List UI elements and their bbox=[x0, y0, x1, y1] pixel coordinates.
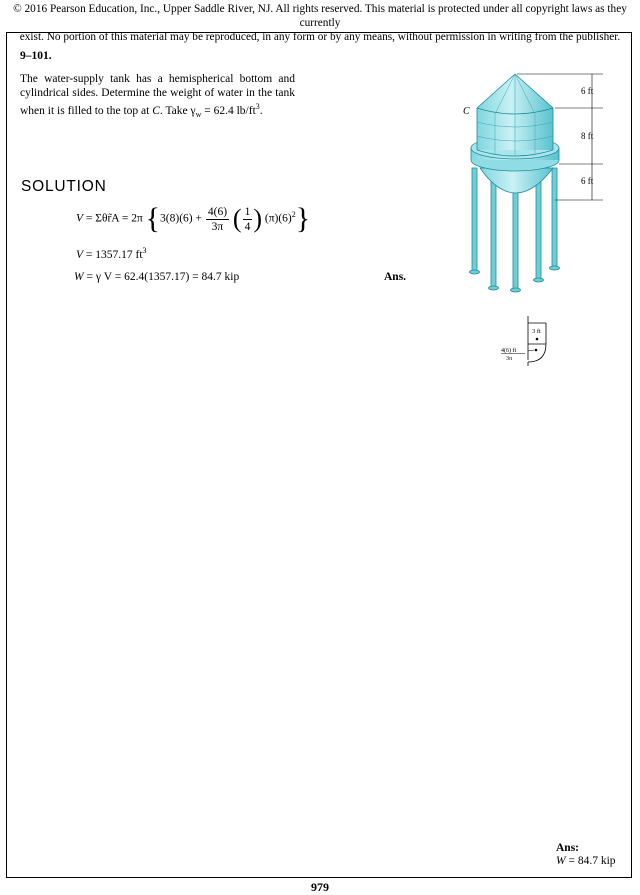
eq1-term1: 3(8)(6) + bbox=[160, 212, 205, 225]
answer-value: = 84.7 kip bbox=[565, 855, 616, 867]
right-paren: ) bbox=[253, 204, 262, 233]
page-number: 979 bbox=[311, 880, 329, 894]
unit-exponent: 3 bbox=[255, 102, 260, 111]
answer-box bbox=[556, 842, 616, 868]
detail-frac-den: 3π bbox=[506, 356, 513, 362]
problem-value: = 62.4 lb/ft bbox=[201, 104, 256, 117]
eq1-lhs: V bbox=[76, 212, 84, 225]
frac2-den: 4 bbox=[244, 220, 251, 233]
detail-3ft: 3 ft bbox=[532, 328, 541, 335]
gamma-subscript: w bbox=[195, 110, 202, 120]
detail-frac-num: 4(6) ft bbox=[501, 348, 517, 354]
water-tower-figure bbox=[455, 68, 615, 298]
copyright-line-2: exist. No portion of this material may be reproduced, in any form or by any means, without permission in writing from the publisher. bbox=[19, 31, 621, 43]
dim-bot: 6 ft bbox=[581, 176, 594, 186]
problem-statement bbox=[20, 72, 295, 122]
eq2-lhs: V bbox=[76, 248, 84, 261]
label-point-c: C bbox=[463, 106, 470, 117]
eq2-sup: 3 bbox=[142, 246, 147, 255]
cross-section-detail bbox=[498, 314, 558, 374]
copyright-line-1: © 2016 Pearson Education, Inc., Upper Saddle River, NJ. All rights reserved. This material is protected under all copyright laws as they currently bbox=[13, 3, 627, 29]
answer-box-value bbox=[556, 855, 616, 868]
point-c: C bbox=[152, 104, 160, 117]
problem-number: 9–101. bbox=[20, 50, 52, 62]
dim-mid: 8 ft bbox=[581, 131, 594, 141]
answer-marker: Ans. bbox=[384, 271, 407, 283]
fraction-quarter bbox=[243, 205, 253, 234]
answer-box-label: Ans: bbox=[556, 842, 580, 854]
left-brace: { bbox=[145, 202, 161, 235]
fraction-centroid bbox=[206, 205, 229, 234]
eq2-rhs: = 1357.17 ft bbox=[83, 248, 143, 261]
left-paren: ( bbox=[232, 204, 242, 233]
equation-volume bbox=[76, 204, 310, 234]
problem-end: . bbox=[259, 104, 263, 117]
eq3-rhs: = γ V = 62.4(1357.17) = 84.7 kip bbox=[83, 271, 240, 283]
solution-heading: SOLUTION bbox=[21, 178, 107, 195]
frac1-den: 3π bbox=[211, 220, 224, 233]
frac2-num: 1 bbox=[244, 205, 251, 218]
frac1-num: 4(6) bbox=[207, 205, 228, 218]
equation-weight bbox=[74, 271, 239, 283]
problem-text: The water-supply tank has a hemispherical bottom and cylindrical sides. Determine the weight of water in the tank when it is filled to the top at bbox=[20, 73, 295, 117]
eq3-lhs: W bbox=[74, 271, 84, 283]
dim-top: 6 ft bbox=[581, 86, 594, 96]
eq1-tail: (π)(6) bbox=[264, 212, 292, 225]
equation-volume-result bbox=[76, 246, 147, 261]
answer-var: W bbox=[556, 855, 566, 867]
right-brace: } bbox=[295, 202, 311, 235]
problem-take: . Take γ bbox=[159, 104, 196, 117]
eq1-tail-sup: 2 bbox=[291, 209, 296, 219]
eq1-mid: = Σθr̃A = 2π bbox=[83, 212, 143, 225]
